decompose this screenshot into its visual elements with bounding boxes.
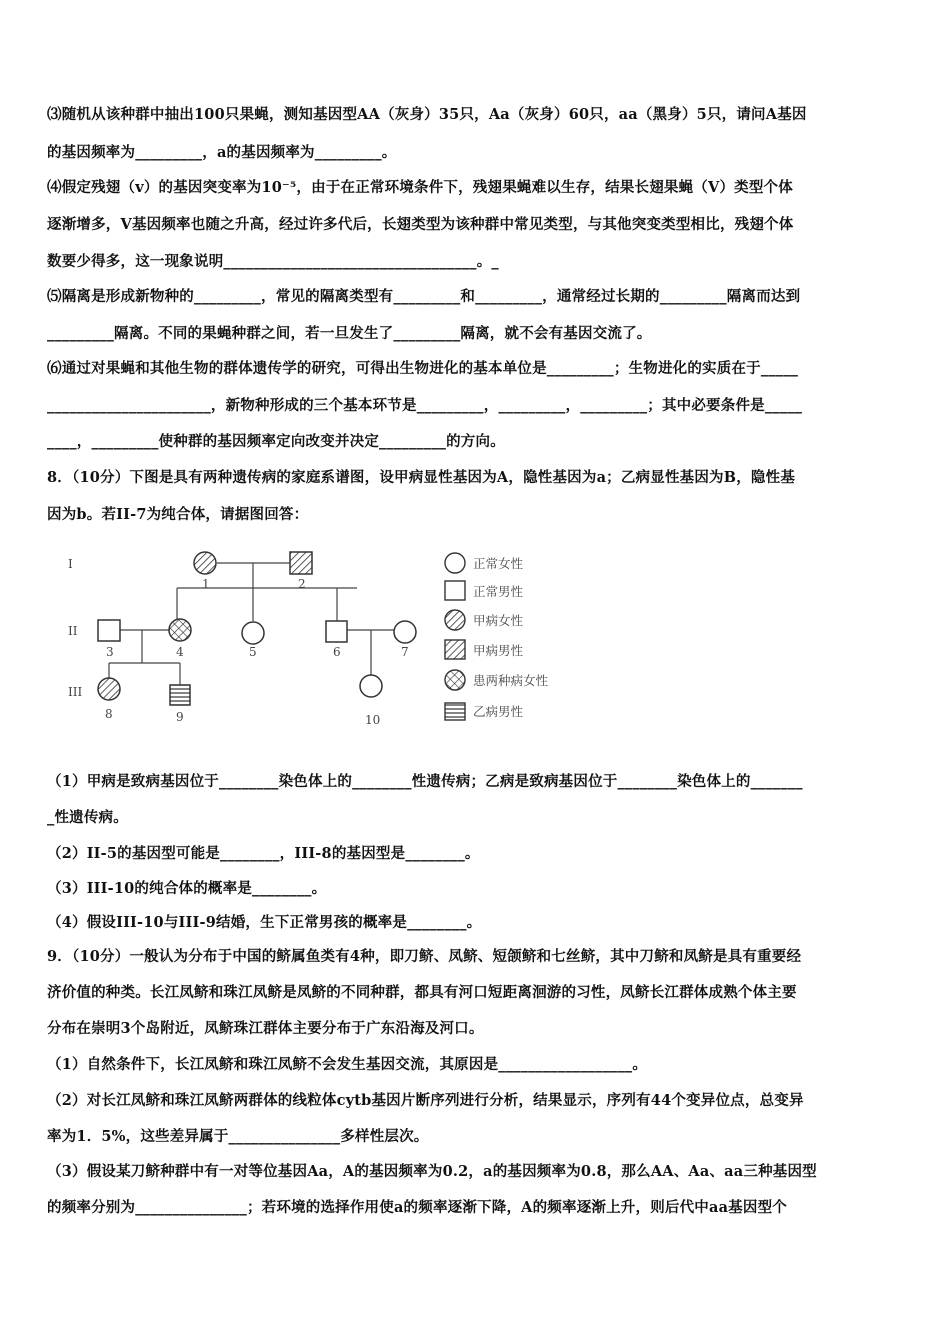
svg-text:1: 1 [202,577,210,591]
text-line: ____，_________使种群的基因频率定向改变并决定_________的方向。 [47,433,505,450]
text-line: ⑷假定残翅（v）的基因突变率为10⁻⁵，由于在正常环境条件下，残翅果蝇难以生存，结果长翅果蝇（V）类型个体 [47,179,793,196]
generation-labels [68,557,82,699]
svg-text:甲病男性: 甲病男性 [473,643,524,658]
text-line: （3）III-10的纯合体的概率是________。 [47,880,327,897]
svg-text:I: I [68,557,73,571]
pedigree-legend [445,553,465,720]
text-line: ______________________，新物种形成的三个基本环节是_________，_________，_________；其中必要条件是_____ [47,397,803,414]
svg-text:III: III [68,685,83,699]
pedigree-chart [60,543,580,733]
svg-text:7: 7 [401,645,409,659]
question-9-stem: 9．（10分）一般认为分布于中国的鲚属鱼类有4种，即刀鲚、凤鲚、短颌鲚和七丝鲚，其中刀鲚和凤鲚是具有重要经 [47,948,802,965]
text-line: （4）假设III-10与III-9结婚，生下正常男孩的概率是________。 [47,914,482,931]
text-line: ⑹通过对果蝇和其他生物的群体遗传学的研究，可得出生物进化的基本单位是_________；生物进化的实质在于_____ [47,360,799,377]
text-line: ⑸隔离是形成新物种的_________，常见的隔离类型有_________和_________，通常经过长期的_________隔离而达到 [47,288,801,305]
svg-text:9: 9 [176,710,184,724]
text-line: （1）甲病是致病基因位于________染色体上的________性遗传病；乙病是致病基因位于________染色体上的_______ [47,773,803,790]
svg-text:10: 10 [365,713,381,727]
svg-text:3: 3 [106,645,114,659]
svg-text:6: 6 [333,645,341,659]
question-8-stem: 8．（10分）下图是具有两种遗传病的家庭系谱图，设甲病显性基因为A，隐性基因为a；乙病显性基因为B，隐性基 [47,469,796,486]
svg-text:2: 2 [298,577,306,591]
individual-labels [105,577,409,727]
svg-text:患两种病女性: 患两种病女性 [473,673,549,688]
svg-text:乙病男性: 乙病男性 [473,704,524,719]
svg-text:甲病女性: 甲病女性 [473,613,524,628]
text-line: （1）自然条件下，长江凤鲚和珠江凤鲚不会发生基因交流，其原因是__________________。 [47,1056,648,1073]
text-line: ⑶随机从该种群中抽出100只果蝇，测知基因型AA（灰身）35只，Aa（灰身）60只，aa（黑身）5只，请问A基因 [47,106,807,123]
text-line: （2）II-5的基因型可能是________，III-8的基因型是________。 [47,845,480,862]
text-line: 的基因频率为_________，a的基因频率为_________。 [47,144,397,161]
text-line: 济价值的种类。长江凤鲚和珠江凤鲚是凤鲚的不同种群，都具有河口短距离洄游的习性，凤鲚长江群体成熟个体主要 [47,984,797,1001]
text-line: 的频率分别为_______________；若环境的选择作用使a的频率逐渐下降，A的频率逐渐上升，则后代中aa基因型个 [47,1199,787,1216]
text-line: 数要少得多，这一现象说明__________________________________。_ [47,253,499,270]
text-line: （3）假设某刀鲚种群中有一对等位基因Aa，A的基因频率为0.2，a的基因频率为0.8，那么AA、Aa、aa三种基因型 [47,1163,817,1180]
svg-text:正常女性: 正常女性 [473,556,524,571]
text-line: （2）对长江凤鲚和珠江凤鲚两群体的线粒体cytb基因片断序列进行分析，结果显示，序列有44个变异位点，总变异 [47,1092,804,1109]
text-line: 因为b。若II-7为纯合体，请据图回答： [47,506,309,523]
svg-text:5: 5 [249,645,257,659]
svg-text:8: 8 [105,707,113,721]
svg-text:II: II [68,624,78,638]
text-line: 分布在崇明3个岛附近，凤鲚珠江群体主要分布于广东沿海及河口。 [47,1020,484,1037]
text-line: _性遗传病。 [47,809,128,826]
text-line: 率为1．5%，这些差异属于_______________多样性层次。 [47,1128,429,1145]
svg-text:4: 4 [176,645,184,659]
text-line: _________隔离。不同的果蝇种群之间，若一旦发生了_________隔离，就不会有基因交流了。 [47,325,652,342]
text-line: 逐渐增多，V基因频率也随之升高，经过许多代后，长翅类型为该种群中常见类型，与其他突变类型相比，残翅个体 [47,216,794,233]
svg-text:正常男性: 正常男性 [473,584,524,599]
